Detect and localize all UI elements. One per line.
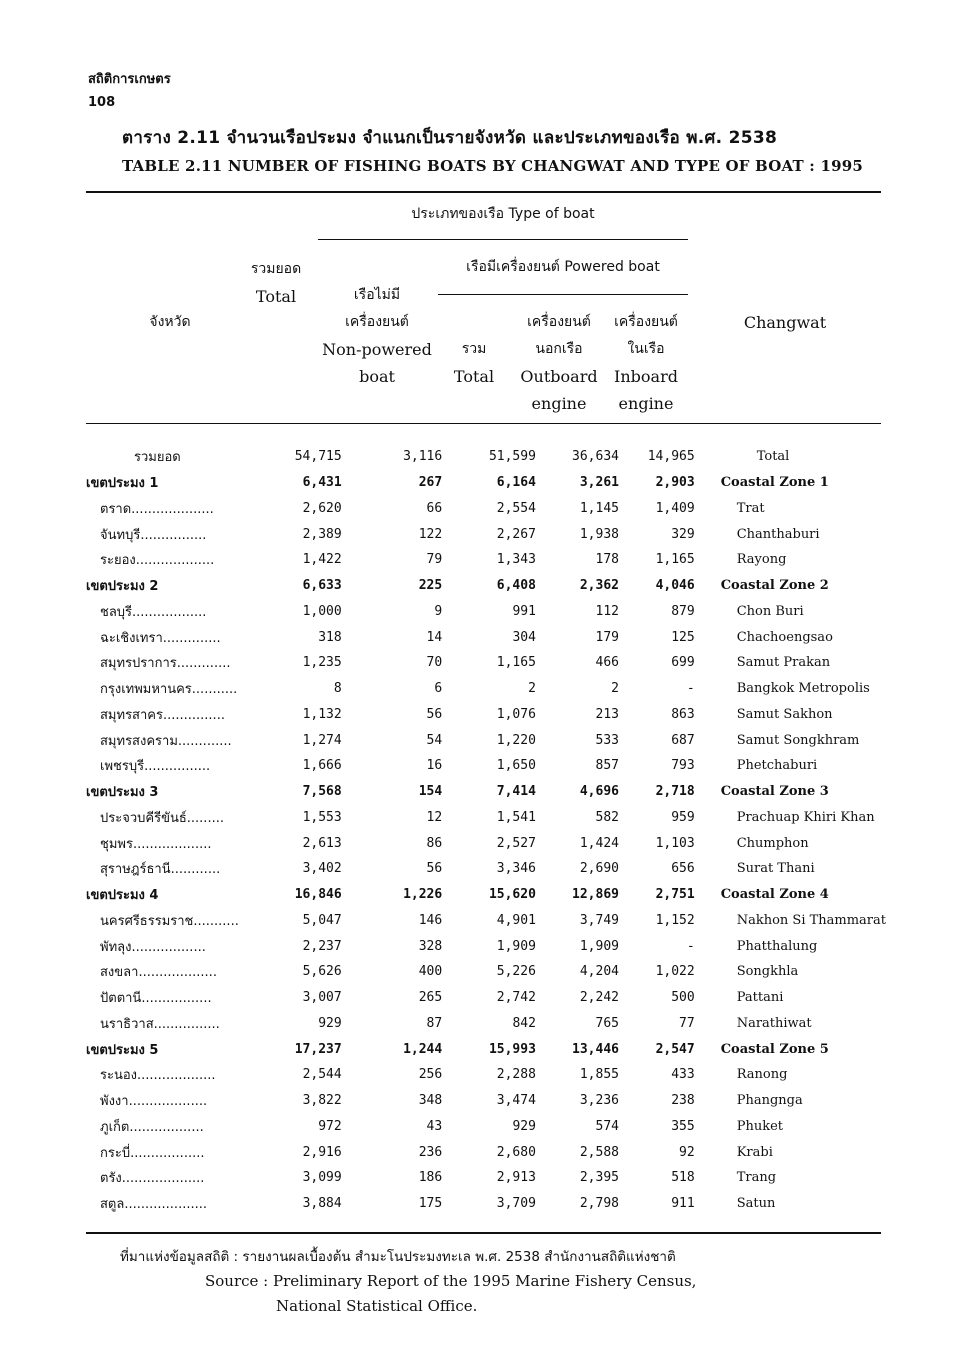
- changwat-thai-cell: ฉะเชิงเทรา..............: [100, 630, 221, 646]
- nonpowered-header-thai-2: เครื่องยนต์: [345, 314, 409, 330]
- nonpowered-cell: 265: [418, 990, 443, 1006]
- inboard-cell: 959: [671, 809, 695, 825]
- inboard-cell: 238: [671, 1093, 695, 1109]
- inboard-cell: 1,409: [655, 500, 695, 516]
- nonpowered-cell: 87: [426, 1015, 443, 1031]
- outboard-header-thai-1: เครื่องยนต์: [527, 314, 591, 330]
- outboard-cell: 765: [595, 1015, 619, 1031]
- changwat-english-cell: Samut Sakhon: [736, 706, 833, 722]
- table-row: [86, 985, 886, 1011]
- total-cell: 929: [318, 1015, 342, 1031]
- changwat-english-cell: Samut Prakan: [736, 655, 831, 671]
- outboard-cell: 582: [595, 809, 619, 825]
- changwat-header-thai: จังหวัด: [149, 314, 191, 330]
- outboard-cell: 179: [595, 629, 619, 645]
- outboard-cell: 2,690: [579, 861, 619, 877]
- powered-total-cell: 1,165: [496, 655, 536, 671]
- outboard-cell: 2,588: [579, 1144, 619, 1160]
- inboard-cell: 656: [671, 861, 695, 877]
- leader-dots: ...................: [132, 836, 212, 852]
- powered-total-cell: 3,474: [496, 1093, 536, 1109]
- outboard-cell: 4,696: [579, 784, 619, 800]
- leader-dots: ...................: [135, 553, 215, 569]
- powered-total-cell: 15,993: [488, 1041, 536, 1057]
- outboard-cell: 533: [595, 732, 619, 748]
- total-header-english: Total: [255, 287, 297, 306]
- changwat-thai-cell: กระบี่..................: [100, 1145, 205, 1161]
- changwat-english-cell: Prachuap Khiri Khan: [736, 809, 875, 825]
- outboard-cell: 4,204: [579, 964, 619, 980]
- changwat-english-cell: Trat: [736, 500, 765, 516]
- outboard-header-english-2: engine: [531, 394, 587, 413]
- inboard-header-english-1: Inboard: [614, 367, 678, 386]
- total-cell: 2,613: [302, 835, 342, 851]
- zone-row: [86, 779, 886, 805]
- outboard-cell: 3,236: [579, 1093, 619, 1109]
- powered-total-cell: 991: [512, 603, 536, 619]
- inboard-cell: 879: [671, 603, 695, 619]
- changwat-thai-cell: ชุมพร...................: [100, 836, 212, 852]
- powered-boat-rule: [438, 294, 688, 295]
- powered-total-cell: 6,164: [496, 475, 536, 491]
- inboard-cell: 125: [671, 629, 695, 645]
- changwat-thai-cell: เขตประมง 4: [86, 888, 159, 904]
- changwat-english-cell: Samut Songkhram: [736, 732, 860, 748]
- table-row: [86, 1088, 886, 1114]
- changwat-thai-cell: ตรัง....................: [100, 1171, 205, 1187]
- table-row: [86, 959, 886, 985]
- changwat-english-cell: Chon Buri: [736, 603, 804, 619]
- powered-total-cell: 15,620: [488, 887, 536, 903]
- table-top-rule: [86, 191, 881, 193]
- total-header-thai: รวมยอด: [250, 261, 302, 277]
- changwat-thai-cell: เพชรบุรี................: [100, 759, 211, 775]
- type-of-boat-header: ประเภทของเรือ Type of boat: [411, 206, 595, 222]
- inboard-cell: 863: [671, 706, 695, 722]
- changwat-thai-cell: ระยอง...................: [100, 553, 215, 569]
- total-cell: 1,000: [302, 603, 342, 619]
- nonpowered-cell: 236: [418, 1144, 443, 1160]
- nonpowered-header-thai-1: เรือไม่มี: [353, 287, 401, 303]
- total-cell: 7,568: [302, 784, 342, 800]
- total-cell: 972: [318, 1118, 342, 1134]
- total-cell: 1,235: [302, 655, 342, 671]
- changwat-english-cell: Trang: [736, 1170, 777, 1186]
- inboard-cell: 2,718: [655, 784, 695, 800]
- leader-dots: .............: [177, 733, 232, 749]
- powered-total-cell: 3,346: [496, 861, 536, 877]
- inboard-cell: 355: [671, 1118, 695, 1134]
- powered-total-cell: 2,742: [496, 990, 536, 1006]
- powered-total-cell: 3,709: [496, 1196, 536, 1212]
- powered-total-cell: 304: [512, 629, 536, 645]
- nonpowered-cell: 146: [418, 912, 443, 928]
- inboard-cell: -: [686, 938, 695, 954]
- total-cell: 6,431: [302, 475, 342, 491]
- outboard-cell: 112: [595, 603, 619, 619]
- leader-dots: ...........: [193, 913, 239, 929]
- powered-total-cell: 929: [512, 1118, 536, 1134]
- outboard-cell: 2,395: [579, 1170, 619, 1186]
- table-row: [86, 702, 886, 728]
- changwat-thai-cell: นราธิวาส................: [100, 1016, 220, 1032]
- outboard-cell: 36,634: [572, 449, 619, 465]
- table-row: [86, 933, 886, 959]
- changwat-header-english: Changwat: [743, 313, 827, 332]
- leader-dots: ................: [144, 759, 211, 775]
- nonpowered-header-english-1: Non-powered: [322, 340, 432, 359]
- table-row: [86, 1011, 886, 1037]
- powered-total-cell: 2,913: [496, 1170, 536, 1186]
- total-cell: 2,237: [302, 938, 342, 954]
- powered-total-cell: 2: [528, 681, 536, 697]
- total-cell: 2,620: [302, 500, 342, 516]
- inboard-cell: 518: [671, 1170, 695, 1186]
- nonpowered-cell: 348: [418, 1093, 443, 1109]
- inboard-cell: 329: [671, 526, 695, 542]
- leader-dots: ..................: [129, 1119, 204, 1135]
- changwat-english-cell: Phangnga: [736, 1093, 803, 1109]
- source-english-line-1: Source : Preliminary Report of the 1995 Marine Fishery Census,: [205, 1272, 697, 1290]
- powered-total-cell: 1,220: [496, 732, 536, 748]
- nonpowered-cell: 225: [418, 578, 443, 594]
- table-row: [86, 650, 886, 676]
- inboard-cell: 687: [671, 732, 695, 748]
- inboard-cell: 2,903: [655, 475, 695, 491]
- total-cell: 2,916: [302, 1144, 342, 1160]
- changwat-english-cell: Nakhon Si Thammarat: [736, 912, 886, 928]
- table-row: [86, 599, 886, 625]
- outboard-cell: 1,145: [579, 500, 619, 516]
- total-cell: 1,274: [302, 732, 342, 748]
- nonpowered-cell: 14: [426, 629, 443, 645]
- table-row: [86, 1139, 886, 1165]
- inboard-cell: 1,103: [655, 835, 695, 851]
- total-cell: 1,132: [302, 706, 342, 722]
- outboard-cell: 2,362: [579, 578, 619, 594]
- total-cell: 1,666: [302, 758, 342, 774]
- powered-total-header-english: Total: [453, 367, 495, 386]
- nonpowered-cell: 56: [426, 861, 443, 877]
- changwat-english-cell: Coastal Zone 2: [720, 578, 829, 594]
- zone-row: [86, 882, 886, 908]
- changwat-thai-cell: เขตประมง 3: [86, 785, 159, 801]
- powered-total-cell: 2,288: [496, 1067, 536, 1083]
- outboard-cell: 178: [595, 552, 619, 568]
- inboard-cell: 92: [679, 1144, 695, 1160]
- changwat-english-cell: Phatthalung: [736, 938, 818, 954]
- leader-dots: ....................: [124, 1197, 207, 1213]
- leader-dots: ..................: [132, 604, 207, 620]
- table-row: [86, 727, 886, 753]
- powered-total-cell: 842: [512, 1015, 536, 1031]
- leader-dots: .............: [176, 656, 231, 672]
- nonpowered-cell: 6: [434, 681, 443, 697]
- inboard-cell: 2,547: [655, 1041, 695, 1057]
- nonpowered-cell: 328: [418, 938, 443, 954]
- changwat-thai-cell: นครศรีธรรมราช...........: [100, 913, 239, 929]
- table-row: [86, 830, 886, 856]
- total-cell: 3,007: [302, 990, 342, 1006]
- total-cell: 3,402: [302, 861, 342, 877]
- total-cell: 318: [318, 629, 342, 645]
- leader-dots: .................: [141, 991, 212, 1007]
- changwat-english-cell: Surat Thani: [736, 861, 815, 877]
- total-cell: 54,715: [294, 449, 342, 465]
- changwat-english-cell: Narathiwat: [736, 1015, 812, 1031]
- outboard-header-thai-2: นอกเรือ: [535, 341, 583, 357]
- leader-dots: ...........: [191, 682, 238, 698]
- inboard-cell: 793: [671, 758, 695, 774]
- changwat-english-cell: Songkhla: [736, 964, 799, 980]
- powered-total-cell: 4,901: [496, 912, 536, 928]
- changwat-thai-cell: ชลบุรี..................: [100, 604, 207, 620]
- inboard-cell: 1,152: [655, 912, 695, 928]
- total-cell: 2,544: [302, 1067, 342, 1083]
- changwat-thai-cell: สุราษฎร์ธานี............: [100, 862, 221, 878]
- outboard-cell: 213: [595, 706, 619, 722]
- powered-total-cell: 2,267: [496, 526, 536, 542]
- nonpowered-cell: 1,244: [403, 1041, 443, 1057]
- leader-dots: ...................: [137, 1068, 216, 1084]
- powered-total-cell: 7,414: [496, 784, 536, 800]
- leader-dots: ..................: [131, 939, 206, 955]
- total-cell: 3,099: [302, 1170, 342, 1186]
- changwat-english-cell: Coastal Zone 1: [720, 475, 829, 491]
- outboard-cell: 2,798: [579, 1196, 619, 1212]
- total-cell: 17,237: [294, 1041, 342, 1057]
- leader-dots: ....................: [131, 501, 214, 517]
- nonpowered-cell: 154: [418, 784, 443, 800]
- nonpowered-cell: 400: [418, 964, 443, 980]
- changwat-thai-cell: ตราด....................: [100, 501, 214, 517]
- total-cell: 6,633: [302, 578, 342, 594]
- type-of-boat-rule: [318, 239, 688, 240]
- changwat-thai-cell: ระนอง...................: [100, 1068, 216, 1084]
- table-bottom-rule: [86, 1232, 881, 1234]
- powered-total-cell: 2,680: [496, 1144, 536, 1160]
- powered-boat-header: เรือมีเครื่องยนต์ Powered boat: [466, 259, 660, 275]
- inboard-cell: -: [686, 681, 695, 697]
- table-row: [86, 547, 886, 573]
- inboard-cell: 500: [671, 990, 695, 1006]
- table-row: [86, 908, 886, 934]
- nonpowered-cell: 86: [426, 835, 443, 851]
- powered-total-cell: 6,408: [496, 578, 536, 594]
- total-cell: 16,846: [294, 887, 342, 903]
- total-cell: 5,047: [302, 912, 342, 928]
- outboard-cell: 1,909: [579, 938, 619, 954]
- powered-total-cell: 1,650: [496, 758, 536, 774]
- table-row: [86, 1165, 886, 1191]
- changwat-thai-cell: พัทลุง..................: [100, 939, 206, 955]
- inboard-cell: 14,965: [647, 449, 695, 465]
- outboard-cell: 3,261: [579, 475, 619, 491]
- zone-row: [86, 470, 886, 496]
- total-row: [86, 444, 886, 470]
- outboard-cell: 12,869: [572, 887, 619, 903]
- changwat-thai-cell: สมุทรสงคราม.............: [100, 733, 232, 749]
- nonpowered-cell: 122: [418, 526, 443, 542]
- outboard-cell: 13,446: [572, 1041, 619, 1057]
- nonpowered-header-english-2: boat: [359, 367, 395, 386]
- nonpowered-cell: 12: [426, 809, 443, 825]
- changwat-english-cell: Chumphon: [736, 835, 809, 851]
- inboard-cell: 911: [671, 1196, 695, 1212]
- leader-dots: ....................: [121, 1171, 205, 1187]
- nonpowered-cell: 1,226: [403, 887, 443, 903]
- nonpowered-cell: 56: [426, 706, 443, 722]
- changwat-english-cell: Chachoengsao: [736, 629, 833, 645]
- table-title-thai: ตาราง 2.11 จำนวนเรือประมง จำแนกเป็นรายจังหวัด และประเภทของเรือ พ.ศ. 2538: [122, 128, 778, 148]
- changwat-thai-cell: กรุงเทพมหานคร...........: [100, 682, 238, 698]
- inboard-cell: 4,046: [655, 578, 695, 594]
- outboard-cell: 466: [595, 655, 619, 671]
- inboard-cell: 1,165: [655, 552, 695, 568]
- changwat-thai-cell: รวมยอด: [134, 450, 181, 466]
- leader-dots: ...................: [138, 965, 217, 981]
- outboard-cell: 2: [611, 681, 619, 697]
- inboard-cell: 433: [671, 1067, 695, 1083]
- total-cell: 5,626: [302, 964, 342, 980]
- powered-total-cell: 1,909: [496, 938, 536, 954]
- powered-total-cell: 1,076: [496, 706, 536, 722]
- inboard-header-thai-2: ในเรือ: [627, 341, 665, 357]
- changwat-english-cell: Satun: [736, 1196, 776, 1212]
- powered-total-cell: 1,343: [496, 552, 536, 568]
- total-cell: 3,822: [302, 1093, 342, 1109]
- outboard-cell: 1,938: [579, 526, 619, 542]
- outboard-cell: 2,242: [579, 990, 619, 1006]
- table-row: [86, 624, 886, 650]
- leader-dots: ..............: [162, 630, 221, 646]
- powered-total-cell: 5,226: [496, 964, 536, 980]
- total-cell: 8: [333, 681, 342, 697]
- leader-dots: ..................: [130, 1145, 205, 1161]
- changwat-thai-cell: สมุทรปราการ.............: [100, 656, 231, 672]
- powered-total-cell: 2,527: [496, 835, 536, 851]
- powered-total-cell: 1,541: [496, 809, 536, 825]
- nonpowered-cell: 3,116: [403, 449, 443, 465]
- table-row: [86, 856, 886, 882]
- inboard-cell: 1,022: [655, 964, 695, 980]
- table-row: [86, 676, 886, 702]
- table-title-english: TABLE 2.11 NUMBER OF FISHING BOATS BY CHANGWAT AND TYPE OF BOAT : 1995: [122, 157, 863, 175]
- inboard-header-thai-1: เครื่องยนต์: [614, 314, 678, 330]
- changwat-english-cell: Phuket: [736, 1118, 783, 1134]
- powered-total-cell: 51,599: [488, 449, 536, 465]
- outboard-cell: 857: [595, 758, 619, 774]
- leader-dots: ................: [153, 1016, 220, 1032]
- inboard-cell: 77: [679, 1015, 695, 1031]
- fishing-boats-table: [86, 444, 886, 1217]
- leader-dots: ...................: [128, 1094, 208, 1110]
- nonpowered-cell: 43: [426, 1118, 443, 1134]
- changwat-english-cell: Coastal Zone 5: [720, 1041, 829, 1057]
- changwat-thai-cell: จันทบุรี................: [100, 527, 207, 543]
- nonpowered-cell: 66: [426, 500, 443, 516]
- nonpowered-cell: 54: [426, 732, 443, 748]
- changwat-english-cell: Bangkok Metropolis: [736, 681, 870, 697]
- zone-row: [86, 573, 886, 599]
- changwat-english-cell: Krabi: [736, 1144, 773, 1160]
- changwat-english-cell: Ranong: [736, 1067, 788, 1083]
- outboard-cell: 1,424: [579, 835, 619, 851]
- nonpowered-cell: 70: [426, 655, 443, 671]
- changwat-thai-cell: ปัตตานี.................: [100, 991, 212, 1007]
- running-header: สถิติการเกษตร: [88, 72, 171, 87]
- total-cell: 1,422: [302, 552, 342, 568]
- changwat-english-cell: Phetchaburi: [736, 758, 818, 774]
- total-cell: 1,553: [302, 809, 342, 825]
- changwat-english-cell: Rayong: [736, 552, 787, 568]
- source-thai: ที่มาแห่งข้อมูลสถิติ : รายงานผลเบื้องต้น สำมะโนประมงทะเล พ.ศ. 2538 สำนักงานสถิติแห่งชาติ: [120, 1249, 676, 1265]
- changwat-english-cell: Total: [756, 449, 790, 465]
- changwat-english-cell: Coastal Zone 4: [720, 887, 829, 903]
- nonpowered-cell: 79: [426, 552, 443, 568]
- nonpowered-cell: 186: [418, 1170, 443, 1186]
- inboard-cell: 2,751: [655, 887, 695, 903]
- table-row: [86, 496, 886, 522]
- nonpowered-cell: 9: [434, 603, 443, 619]
- powered-total-cell: 2,554: [496, 500, 536, 516]
- outboard-header-english-1: Outboard: [520, 367, 598, 386]
- leader-dots: ................: [140, 527, 207, 543]
- nonpowered-cell: 16: [426, 758, 443, 774]
- table-row: [86, 521, 886, 547]
- total-cell: 2,389: [302, 526, 342, 542]
- outboard-cell: 3,749: [579, 912, 619, 928]
- nonpowered-cell: 267: [418, 475, 443, 491]
- nonpowered-cell: 175: [418, 1196, 443, 1212]
- header-bottom-rule: [86, 423, 881, 424]
- table-row: [86, 1062, 886, 1088]
- changwat-english-cell: Chanthaburi: [736, 526, 820, 542]
- inboard-header-english-2: engine: [618, 394, 674, 413]
- changwat-thai-cell: เขตประมง 2: [86, 579, 159, 595]
- changwat-english-cell: Coastal Zone 3: [720, 784, 829, 800]
- changwat-thai-cell: สงขลา...................: [100, 965, 217, 981]
- changwat-thai-cell: เขตประมง 1: [86, 476, 159, 492]
- inboard-cell: 699: [671, 655, 695, 671]
- table-row: [86, 1191, 886, 1217]
- changwat-thai-cell: สตูล....................: [100, 1197, 207, 1213]
- source-english-line-2: National Statistical Office.: [276, 1297, 478, 1315]
- powered-total-header-thai: รวม: [461, 341, 487, 357]
- leader-dots: ............: [170, 862, 221, 878]
- nonpowered-cell: 256: [418, 1067, 443, 1083]
- changwat-thai-cell: สมุทรสาคร...............: [100, 707, 225, 723]
- table-row: [86, 1114, 886, 1140]
- total-cell: 3,884: [302, 1196, 342, 1212]
- zone-row: [86, 1036, 886, 1062]
- changwat-thai-cell: เขตประมง 5: [86, 1042, 159, 1058]
- table-row: [86, 805, 886, 831]
- changwat-thai-cell: ประจวบคีรีขันธ์.........: [100, 810, 224, 826]
- leader-dots: .........: [186, 810, 224, 826]
- changwat-thai-cell: ภูเก็ต..................: [100, 1119, 204, 1135]
- outboard-cell: 574: [595, 1118, 619, 1134]
- table-row: [86, 753, 886, 779]
- leader-dots: ...............: [162, 707, 225, 723]
- changwat-english-cell: Pattani: [736, 990, 784, 1006]
- outboard-cell: 1,855: [579, 1067, 619, 1083]
- changwat-thai-cell: พังงา...................: [100, 1094, 208, 1110]
- page-number: 108: [88, 95, 116, 110]
